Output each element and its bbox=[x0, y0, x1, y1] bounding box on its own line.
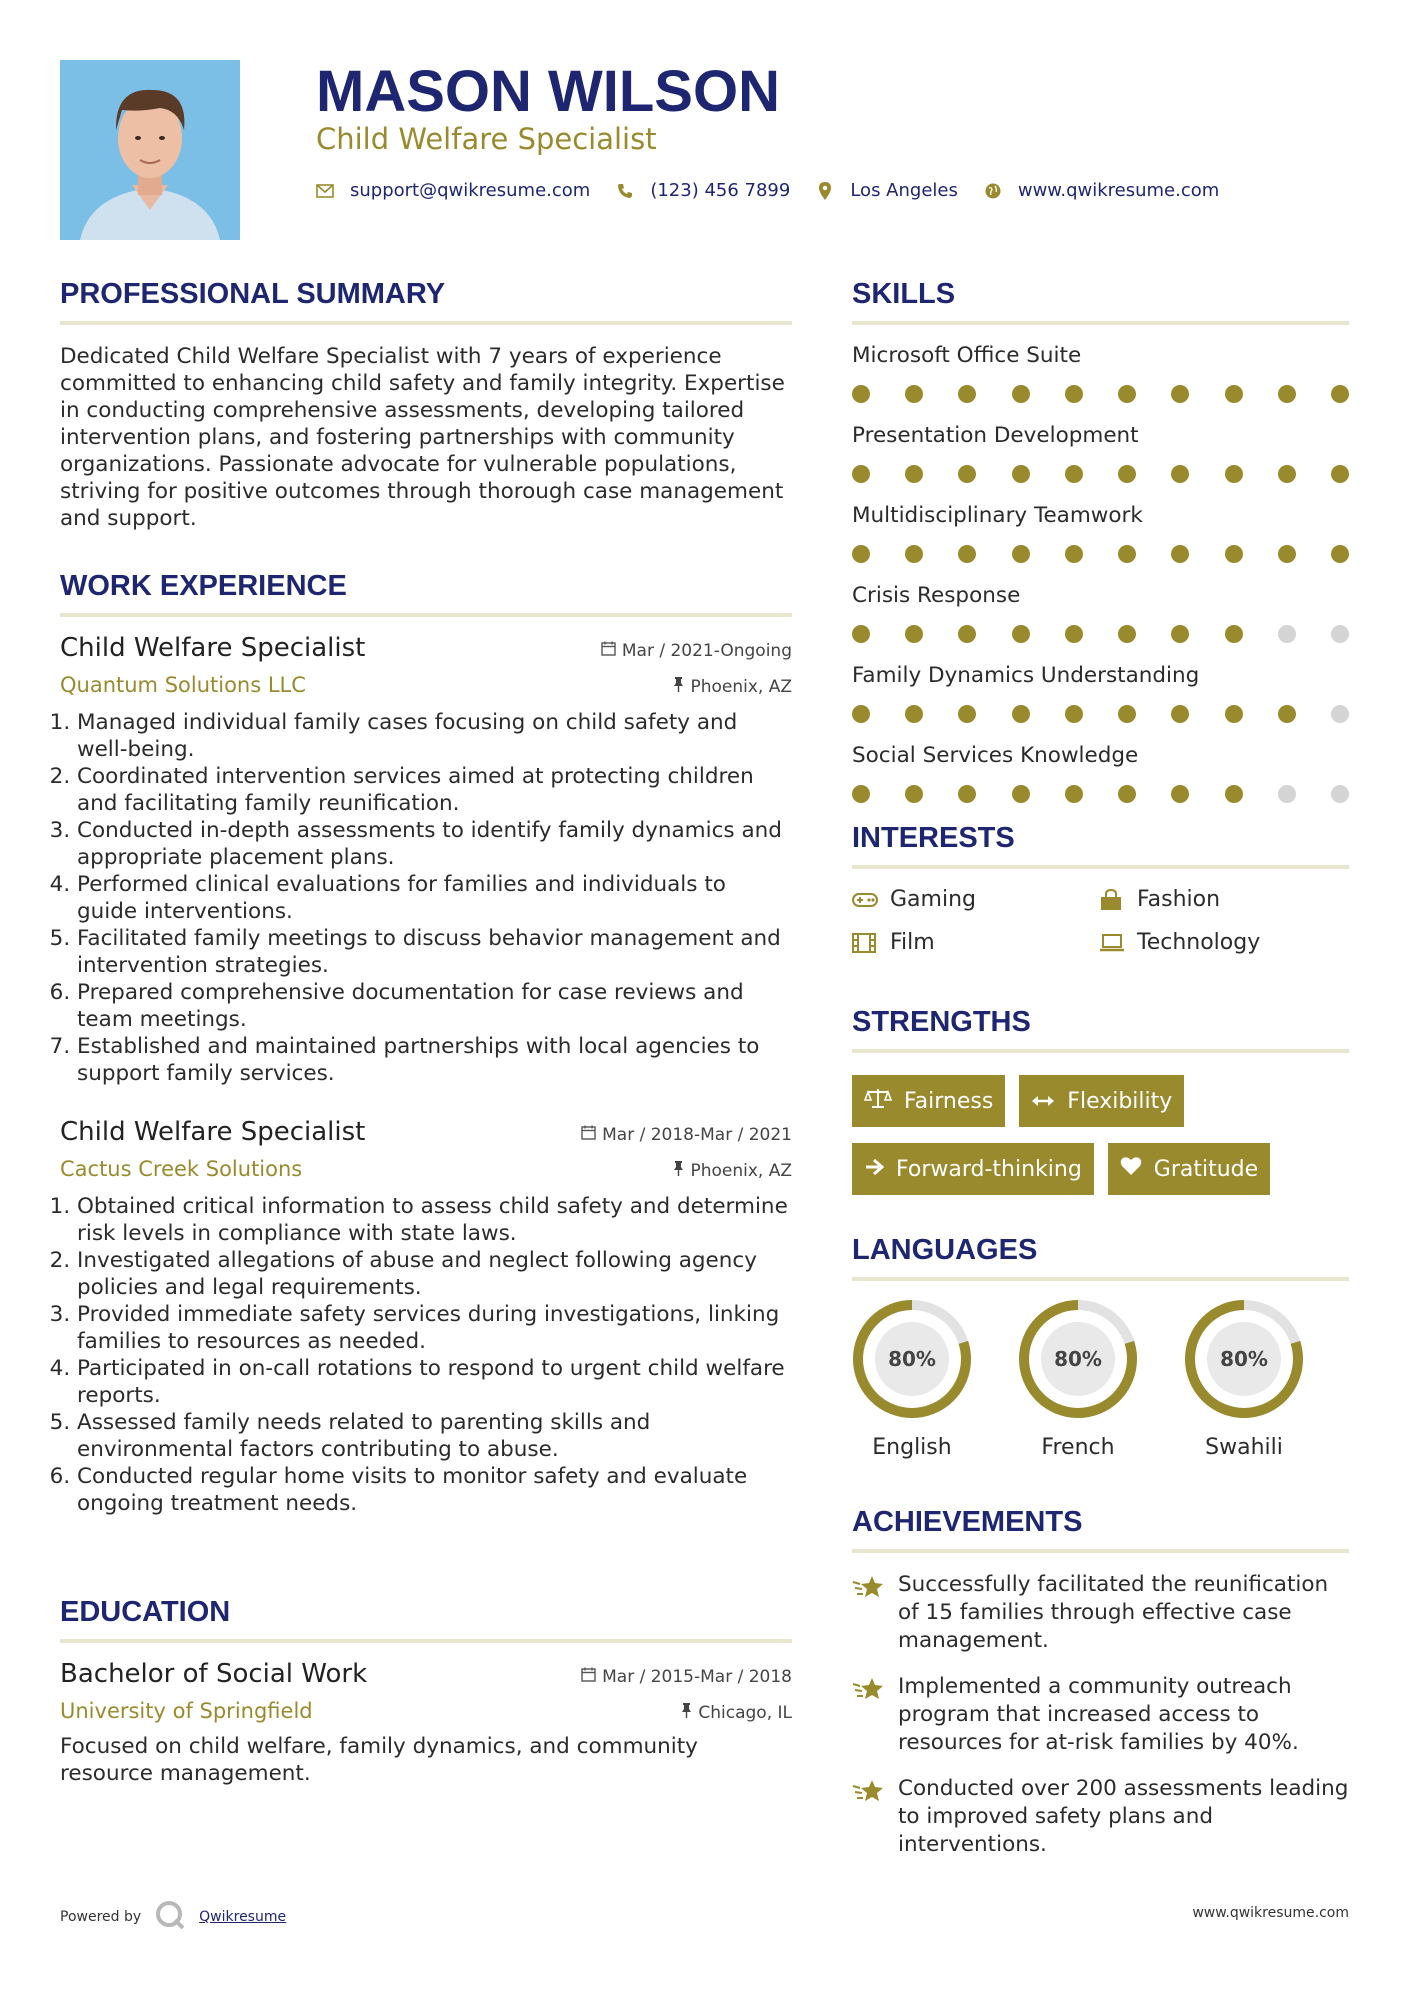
skill-dot-empty bbox=[1331, 705, 1349, 723]
shooting-star-icon bbox=[852, 1675, 886, 1707]
skill-item bbox=[852, 343, 1349, 403]
skill-dot-filled bbox=[1012, 625, 1030, 643]
strength-tag bbox=[1019, 1075, 1184, 1127]
skill-rating bbox=[852, 385, 1349, 403]
degree-title: Bachelor of Social Work bbox=[60, 1659, 368, 1689]
skill-dot-filled bbox=[905, 625, 923, 643]
experience-section bbox=[60, 570, 792, 1517]
skill-rating bbox=[852, 465, 1349, 483]
skill-dot-filled bbox=[1225, 785, 1243, 803]
strengths-section bbox=[852, 1006, 1349, 1195]
powered-by-text: Powered by bbox=[60, 1909, 142, 1925]
skill-rating bbox=[852, 625, 1349, 643]
section-divider bbox=[852, 1549, 1349, 1553]
interests-heading: INTERESTS bbox=[852, 822, 1015, 854]
list-item: 2. Investigated allegations of abuse and neglect following agency policies and legal requirements. bbox=[77, 1247, 792, 1301]
job-title: Child Welfare Specialist bbox=[60, 1117, 366, 1147]
section-divider bbox=[852, 321, 1349, 325]
list-item: 2. Coordinated intervention services aimed at protecting children and facilitating family reunification. bbox=[77, 763, 792, 817]
language-name: French bbox=[1041, 1435, 1115, 1460]
language-ring bbox=[1018, 1299, 1138, 1419]
job-entry bbox=[60, 1117, 792, 1517]
interest-label: Technology bbox=[1137, 930, 1261, 955]
job-location-text: Phoenix, AZ bbox=[690, 677, 792, 697]
section-divider bbox=[60, 321, 792, 325]
summary-heading: PROFESSIONAL SUMMARY bbox=[60, 278, 446, 310]
skill-item bbox=[852, 503, 1349, 563]
calendar-icon bbox=[581, 1667, 596, 1687]
language-item bbox=[1184, 1299, 1304, 1460]
skill-dot-filled bbox=[958, 705, 976, 723]
experience-heading: WORK EXPERIENCE bbox=[60, 570, 347, 602]
strength-label: Fairness bbox=[904, 1088, 994, 1114]
interests-section bbox=[852, 822, 1349, 955]
film-icon bbox=[852, 932, 878, 954]
skill-dot-filled bbox=[1171, 385, 1189, 403]
language-item bbox=[1018, 1299, 1138, 1460]
pin-icon bbox=[673, 1161, 684, 1181]
languages-heading: LANGUAGES bbox=[852, 1234, 1038, 1266]
skill-dot-filled bbox=[1331, 385, 1349, 403]
list-item: 3. Provided immediate safety services during investigations, linking families to resources as needed. bbox=[77, 1301, 792, 1355]
calendar-icon bbox=[601, 641, 616, 661]
list-item: 4. Participated in on-call rotations to respond to urgent child welfare reports. bbox=[77, 1355, 792, 1409]
skill-dot-filled bbox=[1331, 545, 1349, 563]
skill-dot-filled bbox=[1065, 705, 1083, 723]
skill-dot-filled bbox=[1118, 625, 1136, 643]
email-text: support@qwikresume.com bbox=[350, 180, 591, 201]
contact-email[interactable] bbox=[316, 180, 590, 201]
skill-dot-filled bbox=[1012, 545, 1030, 563]
location-text: Los Angeles bbox=[850, 180, 958, 201]
job-bullets bbox=[60, 709, 792, 1087]
skill-dot-filled bbox=[958, 785, 976, 803]
skill-name: Microsoft Office Suite bbox=[852, 343, 1082, 368]
skill-dot-filled bbox=[1065, 385, 1083, 403]
job-date bbox=[581, 1125, 792, 1145]
candidate-title: Child Welfare Specialist bbox=[316, 122, 657, 156]
education-date-text: Mar / 2015-Mar / 2018 bbox=[602, 1667, 792, 1687]
skill-name: Multidisciplinary Teamwork bbox=[852, 503, 1143, 528]
skill-rating bbox=[852, 705, 1349, 723]
skill-dot-filled bbox=[852, 385, 870, 403]
achievement-text: Successfully facilitated the reunification of 15 families through effective case management. bbox=[898, 1572, 1329, 1653]
education-location-text: Chicago, IL bbox=[698, 1703, 792, 1723]
languages-section bbox=[852, 1234, 1349, 1460]
skill-dot-filled bbox=[1278, 465, 1296, 483]
achievements-section bbox=[852, 1506, 1349, 1859]
job-bullets bbox=[60, 1193, 792, 1517]
skill-dot-filled bbox=[1012, 785, 1030, 803]
skill-dot-filled bbox=[905, 465, 923, 483]
balance-scale-icon bbox=[864, 1087, 892, 1115]
education-heading: EDUCATION bbox=[60, 1596, 231, 1628]
skill-rating bbox=[852, 545, 1349, 563]
language-name: Swahili bbox=[1205, 1435, 1283, 1460]
job-entry bbox=[60, 633, 792, 1087]
job-location-text: Phoenix, AZ bbox=[690, 1161, 792, 1181]
achievement-text: Implemented a community outreach program that increased access to resources for at-risk families by 40%. bbox=[898, 1674, 1299, 1755]
skill-dot-filled bbox=[1225, 705, 1243, 723]
skill-item bbox=[852, 583, 1349, 643]
shooting-star-icon bbox=[852, 1573, 886, 1605]
skill-item bbox=[852, 743, 1349, 803]
job-date bbox=[601, 641, 792, 661]
calendar-icon bbox=[581, 1125, 596, 1145]
list-item: 5. Assessed family needs related to parenting skills and environmental factors contributing to abuse. bbox=[77, 1409, 792, 1463]
job-location bbox=[673, 677, 792, 697]
job-location bbox=[673, 1161, 792, 1181]
contact-location bbox=[816, 180, 958, 201]
summary-section bbox=[60, 278, 792, 532]
skill-dot-filled bbox=[905, 385, 923, 403]
list-item: 6. Conducted regular home visits to monitor safety and evaluate ongoing treatment needs. bbox=[77, 1463, 792, 1517]
language-ring bbox=[1184, 1299, 1304, 1419]
skill-dot-filled bbox=[905, 705, 923, 723]
job-date-text: Mar / 2021-Ongoing bbox=[621, 641, 792, 661]
language-item bbox=[852, 1299, 972, 1460]
skill-item bbox=[852, 423, 1349, 483]
language-percent: 80% bbox=[1220, 1347, 1268, 1371]
achievement-item bbox=[852, 1673, 1349, 1757]
school-name: University of Springfield bbox=[60, 1699, 313, 1723]
phone-text: (123) 456 7899 bbox=[650, 180, 791, 201]
skill-dot-filled bbox=[852, 625, 870, 643]
skill-dot-filled bbox=[1278, 545, 1296, 563]
candidate-name: MASON WILSON bbox=[316, 59, 780, 124]
skill-dot-filled bbox=[1012, 465, 1030, 483]
list-item: 1. Obtained critical information to assess child safety and determine risk levels in compliance with state laws. bbox=[77, 1193, 792, 1247]
skill-dot-empty bbox=[1278, 785, 1296, 803]
skill-dot-filled bbox=[1118, 705, 1136, 723]
skill-dot-filled bbox=[1225, 625, 1243, 643]
skill-dot-filled bbox=[1225, 545, 1243, 563]
strength-tag bbox=[852, 1075, 1005, 1127]
education-description: Focused on child welfare, family dynamics, and community resource management. bbox=[60, 1734, 698, 1786]
skill-dot-filled bbox=[1065, 545, 1083, 563]
shooting-star-icon bbox=[852, 1777, 886, 1809]
education-section bbox=[60, 1596, 792, 1787]
arrows-horizontal-icon bbox=[1031, 1089, 1055, 1114]
job-date-text: Mar / 2018-Mar / 2021 bbox=[602, 1125, 792, 1145]
skill-dot-filled bbox=[958, 625, 976, 643]
job-title: Child Welfare Specialist bbox=[60, 633, 366, 663]
achievement-item bbox=[852, 1775, 1349, 1859]
skill-dot-filled bbox=[1065, 625, 1083, 643]
skill-dot-filled bbox=[1118, 385, 1136, 403]
skill-dot-filled bbox=[1225, 465, 1243, 483]
footer-powered-by bbox=[60, 1900, 286, 1934]
contact-bar bbox=[316, 180, 1245, 201]
globe-icon bbox=[984, 182, 1002, 200]
section-divider bbox=[60, 613, 792, 617]
strength-label: Forward-thinking bbox=[896, 1156, 1082, 1182]
achievement-text: Conducted over 200 assessments leading to improved safety plans and interventions. bbox=[898, 1776, 1349, 1857]
job-company: Quantum Solutions LLC bbox=[60, 673, 306, 697]
skill-dot-filled bbox=[905, 545, 923, 563]
skill-dot-filled bbox=[852, 705, 870, 723]
job-company: Cactus Creek Solutions bbox=[60, 1157, 303, 1181]
skill-rating bbox=[852, 785, 1349, 803]
skill-dot-filled bbox=[1278, 385, 1296, 403]
skill-dot-empty bbox=[1278, 625, 1296, 643]
skill-dot-filled bbox=[1171, 625, 1189, 643]
skill-dot-filled bbox=[1278, 705, 1296, 723]
skill-dot-filled bbox=[1118, 545, 1136, 563]
list-item: 5. Facilitated family meetings to discuss behavior management and intervention strategies. bbox=[77, 925, 792, 979]
skill-dot-filled bbox=[1065, 465, 1083, 483]
language-percent: 80% bbox=[1054, 1347, 1102, 1371]
skill-dot-filled bbox=[1331, 465, 1349, 483]
education-date bbox=[581, 1667, 792, 1687]
strength-tag bbox=[852, 1143, 1094, 1195]
contact-website[interactable] bbox=[984, 180, 1219, 201]
education-location bbox=[681, 1703, 792, 1723]
interest-item bbox=[852, 930, 1099, 955]
interest-label: Gaming bbox=[890, 887, 976, 912]
language-ring bbox=[852, 1299, 972, 1419]
skill-dot-filled bbox=[1171, 545, 1189, 563]
skill-name: Social Services Knowledge bbox=[852, 743, 1139, 768]
phone-icon bbox=[616, 182, 634, 200]
skill-dot-filled bbox=[1225, 385, 1243, 403]
skill-dot-filled bbox=[958, 465, 976, 483]
laptop-icon bbox=[1099, 932, 1125, 954]
shopping-bag-icon bbox=[1099, 889, 1125, 911]
language-name: English bbox=[872, 1435, 952, 1460]
achievements-heading: ACHIEVEMENTS bbox=[852, 1506, 1083, 1538]
skill-dot-filled bbox=[958, 385, 976, 403]
skill-dot-filled bbox=[1065, 785, 1083, 803]
pin-icon bbox=[681, 1703, 692, 1723]
skill-item bbox=[852, 663, 1349, 723]
brand-link[interactable]: Qwikresume bbox=[199, 1909, 287, 1925]
interest-label: Film bbox=[890, 930, 935, 955]
language-percent: 80% bbox=[888, 1347, 936, 1371]
section-divider bbox=[852, 1049, 1349, 1053]
skill-dot-filled bbox=[1012, 385, 1030, 403]
interest-label: Fashion bbox=[1137, 887, 1221, 912]
map-marker-icon bbox=[816, 182, 834, 200]
skill-dot-filled bbox=[1118, 785, 1136, 803]
skills-section bbox=[852, 278, 1349, 823]
list-item: 3. Conducted in-depth assessments to identify family dynamics and appropriate placement plans. bbox=[77, 817, 792, 871]
footer-url[interactable]: www.qwikresume.com bbox=[1192, 1905, 1349, 1921]
skills-heading: SKILLS bbox=[852, 278, 956, 310]
skill-name: Family Dynamics Understanding bbox=[852, 663, 1200, 688]
section-divider bbox=[60, 1639, 792, 1643]
pin-icon bbox=[673, 677, 684, 697]
list-item: 4. Performed clinical evaluations for families and individuals to guide interventions. bbox=[77, 871, 792, 925]
skill-dot-filled bbox=[852, 465, 870, 483]
list-item: 7. Established and maintained partnerships with local agencies to support family services. bbox=[77, 1033, 792, 1087]
interest-item bbox=[1099, 930, 1349, 955]
list-item: 1. Managed individual family cases focusing on child safety and well-being. bbox=[77, 709, 792, 763]
gamepad-icon bbox=[852, 889, 878, 911]
contact-phone[interactable] bbox=[616, 180, 790, 201]
skill-dot-filled bbox=[958, 545, 976, 563]
heart-icon bbox=[1120, 1156, 1142, 1182]
strengths-heading: STRENGTHS bbox=[852, 1006, 1031, 1038]
strength-label: Flexibility bbox=[1067, 1088, 1173, 1114]
skill-dot-filled bbox=[1171, 785, 1189, 803]
interest-item bbox=[1099, 887, 1349, 912]
skills-list bbox=[852, 343, 1349, 803]
skill-dot-filled bbox=[852, 545, 870, 563]
skill-dot-filled bbox=[1118, 465, 1136, 483]
skill-name: Crisis Response bbox=[852, 583, 1021, 608]
skill-name: Presentation Development bbox=[852, 423, 1139, 448]
section-divider bbox=[852, 865, 1349, 869]
summary-text: Dedicated Child Welfare Specialist with 7 years of experience committed to enhancing child safety and family integrity. Expertise in conducting comprehensive assessments, developing tailored intervention plans, and fostering partnerships with community organizations. Passionate advocate for vulnerable populations, striving for positive outcomes through thorough case management and support. bbox=[60, 344, 785, 531]
skill-dot-filled bbox=[1171, 705, 1189, 723]
skill-dot-filled bbox=[1012, 705, 1030, 723]
skill-dot-empty bbox=[1331, 785, 1349, 803]
profile-photo bbox=[60, 60, 240, 240]
achievement-item bbox=[852, 1571, 1349, 1655]
strength-tag bbox=[1108, 1143, 1270, 1195]
list-item: 6. Prepared comprehensive documentation for case reviews and team meetings. bbox=[77, 979, 792, 1033]
section-divider bbox=[852, 1277, 1349, 1281]
envelope-icon bbox=[316, 182, 334, 200]
skill-dot-filled bbox=[1171, 465, 1189, 483]
skill-dot-empty bbox=[1331, 625, 1349, 643]
qwikresume-logo-icon bbox=[155, 1900, 185, 1934]
interest-item bbox=[852, 887, 1099, 912]
website-text: www.qwikresume.com bbox=[1017, 180, 1220, 201]
arrow-right-icon bbox=[864, 1157, 884, 1182]
skill-dot-filled bbox=[852, 785, 870, 803]
skill-dot-filled bbox=[905, 785, 923, 803]
strength-label: Gratitude bbox=[1153, 1156, 1259, 1182]
